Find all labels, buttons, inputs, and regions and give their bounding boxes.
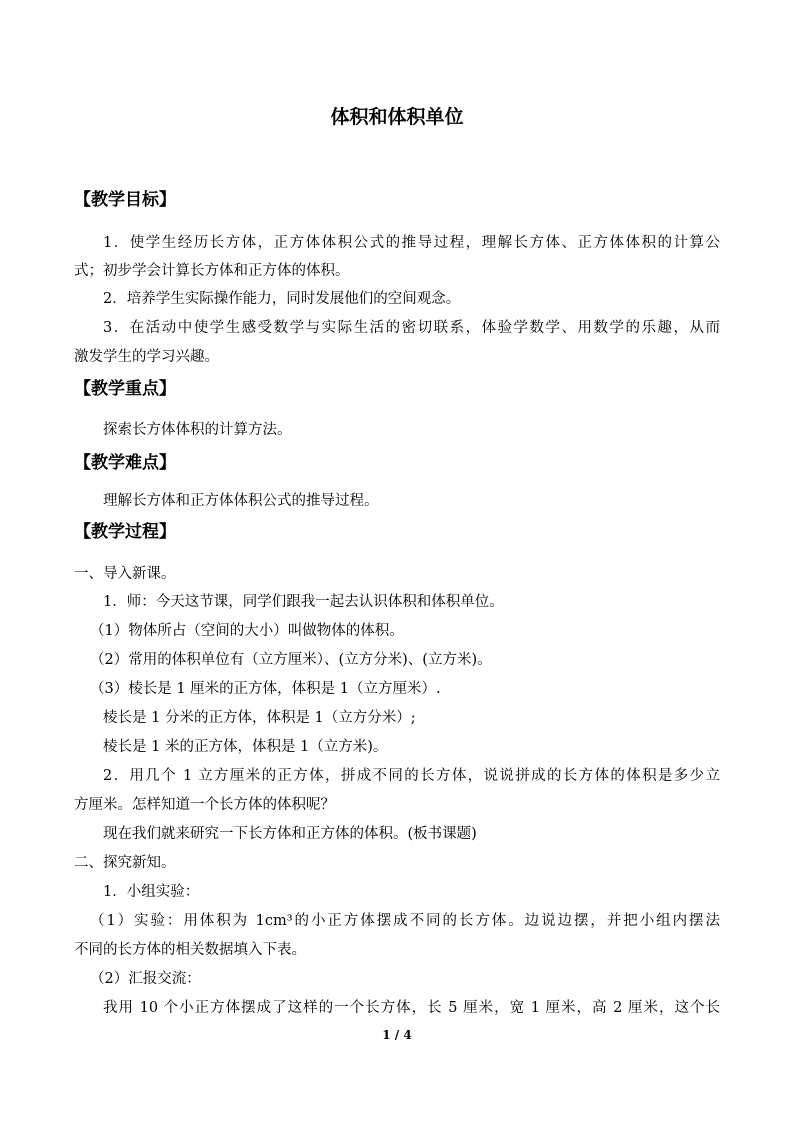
paragraph-line: 1．师：今天这节课，同学们跟我一起去认识体积和体积单位。 bbox=[103, 594, 504, 610]
section-heading-goals: 【教学目标】 bbox=[74, 190, 176, 210]
section-heading-process: 【教学过程】 bbox=[74, 522, 176, 542]
paragraph-line: （2）汇报交流： bbox=[90, 971, 201, 987]
paragraph-line: 棱长是 1 米的正方体，体积是 1（立方米)。 bbox=[103, 739, 388, 755]
paragraph-line: 理解长方体和正方体体积公式的推导过程。 bbox=[103, 493, 379, 509]
paragraph-line: （1）实验：用体积为 1cm³的小正方体摆成不同的长方体。边说边摆，并把小组内摆法 bbox=[90, 913, 720, 929]
paragraph-line: 现在我们就来研究一下长方体和正方体的体积。(板书课题) bbox=[103, 826, 477, 842]
section-heading-key-points: 【教学重点】 bbox=[74, 379, 176, 399]
paragraph-line: 二、探究新知。 bbox=[74, 855, 176, 871]
section-heading-difficulties: 【教学难点】 bbox=[74, 453, 176, 473]
paragraph-line: 方厘米。怎样知道一个长方体的体积呢？ bbox=[74, 797, 335, 813]
paragraph-line: 2．培养学生实际操作能力，同时发展他们的空间观念。 bbox=[103, 291, 461, 307]
paragraph-line: （1）物体所占（空间的大小）叫做物体的体积。 bbox=[90, 623, 404, 639]
paragraph-line: （3）棱长是 1 厘米的正方体，体积是 1（立方厘米）. bbox=[90, 681, 441, 697]
paragraph-line: 2．用几个 1 立方厘米的正方体，拼成不同的长方体，说说拼成的长方体的体积是多少立 bbox=[103, 768, 720, 784]
paragraph-line: 1．小组实验： bbox=[103, 884, 200, 900]
paragraph-line: 3．在活动中使学生感受数学与实际生活的密切联系，体验学数学、用数学的乐趣，从而 bbox=[103, 320, 720, 336]
paragraph-line: 探索长方体体积的计算方法。 bbox=[103, 422, 292, 438]
paragraph-line: 激发学生的学习兴趣。 bbox=[74, 349, 219, 365]
paragraph-line: 棱长是 1 分米的正方体，体积是 1（立方分米）; bbox=[103, 710, 416, 726]
page-number: 1 / 4 bbox=[382, 1028, 412, 1042]
paragraph-line: 式；初步学会计算长方体和正方体的体积。 bbox=[74, 263, 350, 279]
page-title: 体积和体积单位 bbox=[330, 106, 464, 128]
paragraph-line: 1．使学生经历长方体，正方体体积公式的推导过程，理解长方体、正方体体积的计算公 bbox=[103, 235, 720, 251]
paragraph-line: 一、导入新课。 bbox=[74, 566, 176, 582]
paragraph-line: 不同的长方体的相关数据填入下表。 bbox=[74, 942, 306, 958]
paragraph-line: 我用 10 个小正方体摆成了这样的一个长方体，长 5 厘米，宽 1 厘米，高 2 厘米，这个长 bbox=[103, 1000, 720, 1016]
paragraph-line: （2）常用的体积单位有（立方厘米）、(立方分米)、(立方米)。 bbox=[90, 652, 492, 668]
